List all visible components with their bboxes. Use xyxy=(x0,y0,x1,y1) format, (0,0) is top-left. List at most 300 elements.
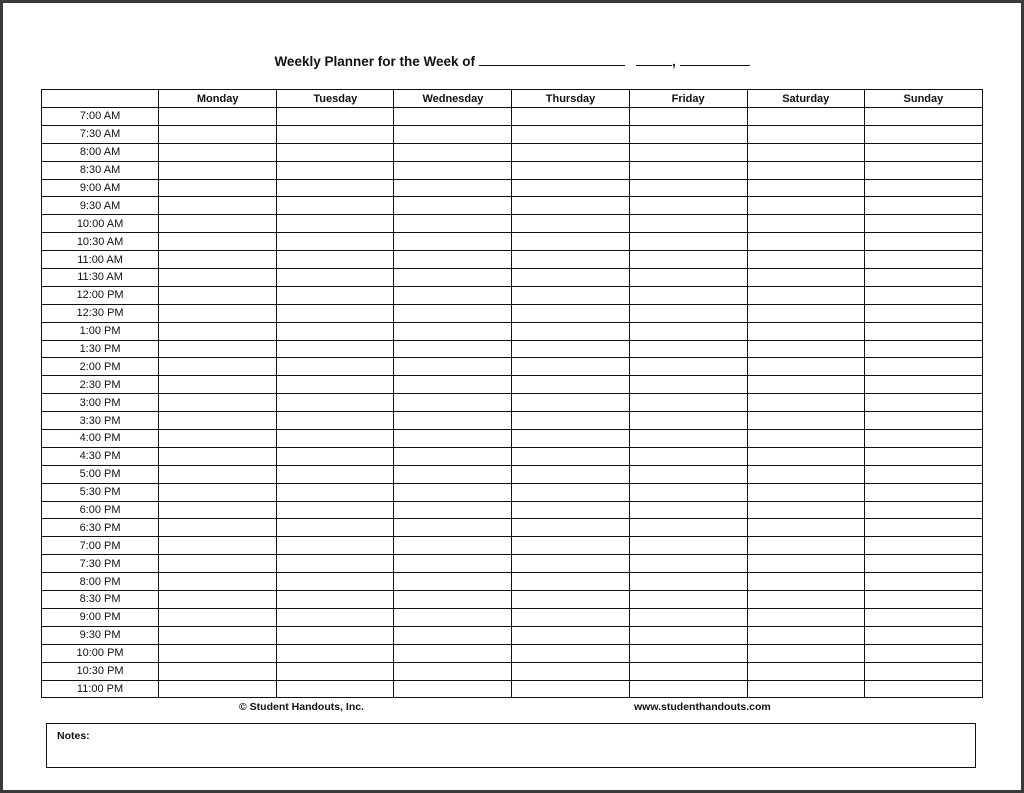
slot-cell-monday[interactable] xyxy=(159,501,277,519)
slot-cell-monday[interactable] xyxy=(159,626,277,644)
slot-cell-saturday[interactable] xyxy=(747,197,864,215)
slot-cell-saturday[interactable] xyxy=(747,483,864,501)
slot-cell-saturday[interactable] xyxy=(747,447,864,465)
slot-cell-tuesday[interactable] xyxy=(277,412,394,430)
time-row xyxy=(42,519,983,537)
slot-cell-tuesday[interactable] xyxy=(277,197,394,215)
time-row xyxy=(42,358,983,376)
slot-cell-monday[interactable] xyxy=(159,394,277,412)
slot-cell-friday[interactable] xyxy=(629,215,747,233)
slot-cell-saturday[interactable] xyxy=(747,573,864,591)
time-row xyxy=(42,286,983,304)
slot-cell-saturday[interactable] xyxy=(747,322,864,340)
slot-cell-sunday[interactable] xyxy=(864,143,982,161)
slot-cell-tuesday[interactable] xyxy=(277,608,394,626)
slot-cell-tuesday[interactable] xyxy=(277,537,394,555)
slot-cell-thursday[interactable] xyxy=(512,573,629,591)
slot-cell-wednesday[interactable] xyxy=(394,251,512,269)
slot-cell-saturday[interactable] xyxy=(747,358,864,376)
slot-cell-thursday[interactable] xyxy=(512,108,629,126)
slot-cell-friday[interactable] xyxy=(629,358,747,376)
slot-cell-friday[interactable] xyxy=(629,233,747,251)
slot-cell-thursday[interactable] xyxy=(512,340,629,358)
slot-cell-thursday[interactable] xyxy=(512,501,629,519)
day-header-thursday: Thursday xyxy=(512,90,629,108)
slot-cell-saturday[interactable] xyxy=(747,555,864,573)
planner-page xyxy=(3,3,1021,790)
slot-cell-saturday[interactable] xyxy=(747,662,864,680)
slot-cell-wednesday[interactable] xyxy=(394,447,512,465)
time-row xyxy=(42,161,983,179)
slot-cell-wednesday[interactable] xyxy=(394,125,512,143)
slot-cell-tuesday[interactable] xyxy=(277,591,394,609)
slot-cell-monday[interactable] xyxy=(159,215,277,233)
slot-cell-thursday[interactable] xyxy=(512,680,629,698)
slot-cell-friday[interactable] xyxy=(629,430,747,448)
slot-cell-saturday[interactable] xyxy=(747,286,864,304)
slot-cell-tuesday[interactable] xyxy=(277,573,394,591)
slot-cell-tuesday[interactable] xyxy=(277,447,394,465)
slot-cell-friday[interactable] xyxy=(629,680,747,698)
slot-cell-monday[interactable] xyxy=(159,662,277,680)
slot-cell-sunday[interactable] xyxy=(864,680,982,698)
slot-cell-sunday[interactable] xyxy=(864,322,982,340)
slot-cell-wednesday[interactable] xyxy=(394,519,512,537)
slot-cell-saturday[interactable] xyxy=(747,680,864,698)
slot-cell-sunday[interactable] xyxy=(864,573,982,591)
slot-cell-saturday[interactable] xyxy=(747,394,864,412)
slot-cell-tuesday[interactable] xyxy=(277,125,394,143)
slot-cell-wednesday[interactable] xyxy=(394,322,512,340)
slot-cell-monday[interactable] xyxy=(159,537,277,555)
slot-cell-tuesday[interactable] xyxy=(277,143,394,161)
time-row xyxy=(42,465,983,483)
slot-cell-monday[interactable] xyxy=(159,233,277,251)
slot-cell-wednesday[interactable] xyxy=(394,591,512,609)
slot-cell-monday[interactable] xyxy=(159,358,277,376)
slot-cell-wednesday[interactable] xyxy=(394,269,512,287)
slot-cell-sunday[interactable] xyxy=(864,465,982,483)
slot-cell-tuesday[interactable] xyxy=(277,430,394,448)
slot-cell-saturday[interactable] xyxy=(747,412,864,430)
slot-cell-sunday[interactable] xyxy=(864,179,982,197)
slot-cell-monday[interactable] xyxy=(159,143,277,161)
slot-cell-saturday[interactable] xyxy=(747,537,864,555)
slot-cell-thursday[interactable] xyxy=(512,430,629,448)
slot-cell-friday[interactable] xyxy=(629,125,747,143)
slot-cell-thursday[interactable] xyxy=(512,269,629,287)
slot-cell-monday[interactable] xyxy=(159,179,277,197)
slot-cell-friday[interactable] xyxy=(629,519,747,537)
slot-cell-saturday[interactable] xyxy=(747,465,864,483)
slot-cell-friday[interactable] xyxy=(629,447,747,465)
time-row xyxy=(42,537,983,555)
slot-cell-monday[interactable] xyxy=(159,447,277,465)
slot-cell-friday[interactable] xyxy=(629,573,747,591)
slot-cell-monday[interactable] xyxy=(159,269,277,287)
slot-cell-sunday[interactable] xyxy=(864,197,982,215)
slot-cell-tuesday[interactable] xyxy=(277,179,394,197)
slot-cell-monday[interactable] xyxy=(159,322,277,340)
slot-cell-sunday[interactable] xyxy=(864,501,982,519)
slot-cell-saturday[interactable] xyxy=(747,233,864,251)
time-label: 8:30 PM xyxy=(42,591,159,609)
slot-cell-sunday[interactable] xyxy=(864,644,982,662)
slot-cell-sunday[interactable] xyxy=(864,358,982,376)
time-label: 4:30 PM xyxy=(42,447,159,465)
slot-cell-tuesday[interactable] xyxy=(277,376,394,394)
slot-cell-thursday[interactable] xyxy=(512,483,629,501)
slot-cell-tuesday[interactable] xyxy=(277,519,394,537)
slot-cell-friday[interactable] xyxy=(629,555,747,573)
slot-cell-wednesday[interactable] xyxy=(394,465,512,483)
slot-cell-monday[interactable] xyxy=(159,555,277,573)
slot-cell-thursday[interactable] xyxy=(512,555,629,573)
slot-cell-sunday[interactable] xyxy=(864,519,982,537)
slot-cell-tuesday[interactable] xyxy=(277,555,394,573)
slot-cell-sunday[interactable] xyxy=(864,430,982,448)
slot-cell-thursday[interactable] xyxy=(512,465,629,483)
slot-cell-saturday[interactable] xyxy=(747,501,864,519)
slot-cell-wednesday[interactable] xyxy=(394,340,512,358)
slot-cell-tuesday[interactable] xyxy=(277,358,394,376)
slot-cell-friday[interactable] xyxy=(629,269,747,287)
slot-cell-thursday[interactable] xyxy=(512,161,629,179)
slot-cell-monday[interactable] xyxy=(159,465,277,483)
slot-cell-wednesday[interactable] xyxy=(394,233,512,251)
slot-cell-thursday[interactable] xyxy=(512,412,629,430)
time-row xyxy=(42,573,983,591)
slot-cell-monday[interactable] xyxy=(159,573,277,591)
slot-cell-saturday[interactable] xyxy=(747,143,864,161)
slot-cell-thursday[interactable] xyxy=(512,376,629,394)
slot-cell-sunday[interactable] xyxy=(864,269,982,287)
time-label: 9:30 PM xyxy=(42,626,159,644)
slot-cell-thursday[interactable] xyxy=(512,233,629,251)
slot-cell-thursday[interactable] xyxy=(512,215,629,233)
slot-cell-sunday[interactable] xyxy=(864,591,982,609)
slot-cell-friday[interactable] xyxy=(629,483,747,501)
slot-cell-sunday[interactable] xyxy=(864,286,982,304)
slot-cell-tuesday[interactable] xyxy=(277,108,394,126)
slot-cell-friday[interactable] xyxy=(629,197,747,215)
slot-cell-monday[interactable] xyxy=(159,286,277,304)
time-row xyxy=(42,483,983,501)
day-header-sunday: Sunday xyxy=(864,90,982,108)
time-row xyxy=(42,555,983,573)
slot-cell-monday[interactable] xyxy=(159,519,277,537)
slot-cell-tuesday[interactable] xyxy=(277,233,394,251)
slot-cell-friday[interactable] xyxy=(629,608,747,626)
slot-cell-thursday[interactable] xyxy=(512,286,629,304)
slot-cell-friday[interactable] xyxy=(629,322,747,340)
time-label: 7:00 PM xyxy=(42,537,159,555)
slot-cell-thursday[interactable] xyxy=(512,644,629,662)
slot-cell-wednesday[interactable] xyxy=(394,483,512,501)
slot-cell-sunday[interactable] xyxy=(864,215,982,233)
slot-cell-wednesday[interactable] xyxy=(394,179,512,197)
slot-cell-monday[interactable] xyxy=(159,644,277,662)
slot-cell-friday[interactable] xyxy=(629,340,747,358)
time-label: 5:30 PM xyxy=(42,483,159,501)
time-row xyxy=(42,430,983,448)
time-label: 7:30 AM xyxy=(42,125,159,143)
time-label: 1:00 PM xyxy=(42,322,159,340)
slot-cell-wednesday[interactable] xyxy=(394,215,512,233)
slot-cell-thursday[interactable] xyxy=(512,358,629,376)
slot-cell-sunday[interactable] xyxy=(864,108,982,126)
slot-cell-tuesday[interactable] xyxy=(277,322,394,340)
slot-cell-saturday[interactable] xyxy=(747,519,864,537)
time-label: 3:00 PM xyxy=(42,394,159,412)
time-row xyxy=(42,447,983,465)
slot-cell-sunday[interactable] xyxy=(864,251,982,269)
slot-cell-wednesday[interactable] xyxy=(394,555,512,573)
slot-cell-sunday[interactable] xyxy=(864,394,982,412)
slot-cell-sunday[interactable] xyxy=(864,483,982,501)
slot-cell-monday[interactable] xyxy=(159,125,277,143)
slot-cell-thursday[interactable] xyxy=(512,591,629,609)
slot-cell-wednesday[interactable] xyxy=(394,286,512,304)
slot-cell-sunday[interactable] xyxy=(864,555,982,573)
slot-cell-tuesday[interactable] xyxy=(277,251,394,269)
slot-cell-thursday[interactable] xyxy=(512,662,629,680)
slot-cell-tuesday[interactable] xyxy=(277,626,394,644)
slot-cell-thursday[interactable] xyxy=(512,179,629,197)
time-label: 6:30 PM xyxy=(42,519,159,537)
slot-cell-sunday[interactable] xyxy=(864,304,982,322)
slot-cell-thursday[interactable] xyxy=(512,322,629,340)
slot-cell-friday[interactable] xyxy=(629,412,747,430)
time-label: 9:00 AM xyxy=(42,179,159,197)
slot-cell-thursday[interactable] xyxy=(512,251,629,269)
time-label: 2:30 PM xyxy=(42,376,159,394)
slot-cell-tuesday[interactable] xyxy=(277,340,394,358)
slot-cell-sunday[interactable] xyxy=(864,626,982,644)
slot-cell-friday[interactable] xyxy=(629,286,747,304)
slot-cell-saturday[interactable] xyxy=(747,340,864,358)
slot-cell-monday[interactable] xyxy=(159,108,277,126)
time-label: 11:30 AM xyxy=(42,269,159,287)
slot-cell-sunday[interactable] xyxy=(864,608,982,626)
slot-cell-tuesday[interactable] xyxy=(277,304,394,322)
slot-cell-wednesday[interactable] xyxy=(394,304,512,322)
slot-cell-wednesday[interactable] xyxy=(394,376,512,394)
slot-cell-saturday[interactable] xyxy=(747,215,864,233)
time-row xyxy=(42,304,983,322)
slot-cell-saturday[interactable] xyxy=(747,269,864,287)
slot-cell-tuesday[interactable] xyxy=(277,286,394,304)
time-row xyxy=(42,608,983,626)
slot-cell-saturday[interactable] xyxy=(747,608,864,626)
slot-cell-saturday[interactable] xyxy=(747,125,864,143)
slot-cell-sunday[interactable] xyxy=(864,447,982,465)
slot-cell-friday[interactable] xyxy=(629,537,747,555)
slot-cell-friday[interactable] xyxy=(629,108,747,126)
time-label: 7:00 AM xyxy=(42,108,159,126)
time-row xyxy=(42,215,983,233)
slot-cell-monday[interactable] xyxy=(159,608,277,626)
time-label: 3:30 PM xyxy=(42,412,159,430)
day-blank[interactable] xyxy=(636,53,672,66)
slot-cell-saturday[interactable] xyxy=(747,179,864,197)
slot-cell-monday[interactable] xyxy=(159,412,277,430)
slot-cell-wednesday[interactable] xyxy=(394,608,512,626)
slot-cell-sunday[interactable] xyxy=(864,125,982,143)
slot-cell-wednesday[interactable] xyxy=(394,626,512,644)
time-row xyxy=(42,394,983,412)
slot-cell-thursday[interactable] xyxy=(512,197,629,215)
time-row xyxy=(42,662,983,680)
time-row xyxy=(42,412,983,430)
slot-cell-wednesday[interactable] xyxy=(394,537,512,555)
planner-body xyxy=(42,108,983,698)
time-label: 11:00 AM xyxy=(42,251,159,269)
slot-cell-thursday[interactable] xyxy=(512,143,629,161)
time-label: 8:00 AM xyxy=(42,143,159,161)
header-row xyxy=(42,90,983,108)
slot-cell-friday[interactable] xyxy=(629,143,747,161)
time-label: 8:00 PM xyxy=(42,573,159,591)
slot-cell-monday[interactable] xyxy=(159,304,277,322)
slot-cell-thursday[interactable] xyxy=(512,125,629,143)
time-row xyxy=(42,251,983,269)
time-row xyxy=(42,644,983,662)
slot-cell-wednesday[interactable] xyxy=(394,143,512,161)
day-header-saturday: Saturday xyxy=(747,90,864,108)
slot-cell-monday[interactable] xyxy=(159,483,277,501)
slot-cell-friday[interactable] xyxy=(629,644,747,662)
time-row xyxy=(42,179,983,197)
week-blank[interactable] xyxy=(479,53,625,66)
slot-cell-tuesday[interactable] xyxy=(277,215,394,233)
slot-cell-tuesday[interactable] xyxy=(277,662,394,680)
slot-cell-wednesday[interactable] xyxy=(394,108,512,126)
slot-cell-wednesday[interactable] xyxy=(394,161,512,179)
page-title xyxy=(3,53,1021,69)
slot-cell-sunday[interactable] xyxy=(864,233,982,251)
time-row xyxy=(42,125,983,143)
time-label: 10:00 PM xyxy=(42,644,159,662)
slot-cell-wednesday[interactable] xyxy=(394,644,512,662)
slot-cell-friday[interactable] xyxy=(629,626,747,644)
day-header-friday: Friday xyxy=(629,90,747,108)
slot-cell-sunday[interactable] xyxy=(864,662,982,680)
slot-cell-saturday[interactable] xyxy=(747,591,864,609)
slot-cell-wednesday[interactable] xyxy=(394,662,512,680)
slot-cell-sunday[interactable] xyxy=(864,537,982,555)
slot-cell-wednesday[interactable] xyxy=(394,501,512,519)
slot-cell-sunday[interactable] xyxy=(864,340,982,358)
title-separator: , xyxy=(672,54,676,69)
slot-cell-friday[interactable] xyxy=(629,591,747,609)
slot-cell-monday[interactable] xyxy=(159,430,277,448)
time-row xyxy=(42,376,983,394)
slot-cell-tuesday[interactable] xyxy=(277,269,394,287)
time-label: 10:30 AM xyxy=(42,233,159,251)
slot-cell-saturday[interactable] xyxy=(747,644,864,662)
slot-cell-wednesday[interactable] xyxy=(394,394,512,412)
slot-cell-thursday[interactable] xyxy=(512,626,629,644)
slot-cell-wednesday[interactable] xyxy=(394,412,512,430)
notes-box[interactable] xyxy=(46,723,976,768)
slot-cell-friday[interactable] xyxy=(629,376,747,394)
corner-cell xyxy=(42,90,159,108)
slot-cell-wednesday[interactable] xyxy=(394,573,512,591)
slot-cell-wednesday[interactable] xyxy=(394,358,512,376)
time-row xyxy=(42,108,983,126)
slot-cell-friday[interactable] xyxy=(629,179,747,197)
slot-cell-thursday[interactable] xyxy=(512,394,629,412)
slot-cell-friday[interactable] xyxy=(629,662,747,680)
year-blank[interactable] xyxy=(680,53,750,66)
time-label: 8:30 AM xyxy=(42,161,159,179)
slot-cell-wednesday[interactable] xyxy=(394,197,512,215)
slot-cell-tuesday[interactable] xyxy=(277,644,394,662)
slot-cell-tuesday[interactable] xyxy=(277,483,394,501)
slot-cell-wednesday[interactable] xyxy=(394,430,512,448)
time-label: 10:30 PM xyxy=(42,662,159,680)
slot-cell-monday[interactable] xyxy=(159,680,277,698)
slot-cell-thursday[interactable] xyxy=(512,519,629,537)
slot-cell-saturday[interactable] xyxy=(747,161,864,179)
slot-cell-sunday[interactable] xyxy=(864,161,982,179)
slot-cell-monday[interactable] xyxy=(159,591,277,609)
slot-cell-saturday[interactable] xyxy=(747,251,864,269)
slot-cell-friday[interactable] xyxy=(629,251,747,269)
slot-cell-saturday[interactable] xyxy=(747,108,864,126)
time-row xyxy=(42,269,983,287)
title-text: Weekly Planner for the Week of xyxy=(274,54,475,69)
time-label: 12:00 PM xyxy=(42,286,159,304)
slot-cell-thursday[interactable] xyxy=(512,447,629,465)
day-header-wednesday: Wednesday xyxy=(394,90,512,108)
slot-cell-thursday[interactable] xyxy=(512,304,629,322)
time-row xyxy=(42,501,983,519)
slot-cell-friday[interactable] xyxy=(629,161,747,179)
time-label: 4:00 PM xyxy=(42,430,159,448)
time-label: 11:00 PM xyxy=(42,680,159,698)
time-label: 9:30 AM xyxy=(42,197,159,215)
slot-cell-friday[interactable] xyxy=(629,465,747,483)
slot-cell-saturday[interactable] xyxy=(747,626,864,644)
slot-cell-friday[interactable] xyxy=(629,501,747,519)
slot-cell-monday[interactable] xyxy=(159,376,277,394)
time-label: 5:00 PM xyxy=(42,465,159,483)
slot-cell-tuesday[interactable] xyxy=(277,680,394,698)
slot-cell-monday[interactable] xyxy=(159,340,277,358)
slot-cell-thursday[interactable] xyxy=(512,537,629,555)
slot-cell-friday[interactable] xyxy=(629,304,747,322)
slot-cell-tuesday[interactable] xyxy=(277,501,394,519)
slot-cell-monday[interactable] xyxy=(159,161,277,179)
slot-cell-friday[interactable] xyxy=(629,394,747,412)
slot-cell-wednesday[interactable] xyxy=(394,680,512,698)
slot-cell-tuesday[interactable] xyxy=(277,394,394,412)
slot-cell-sunday[interactable] xyxy=(864,376,982,394)
slot-cell-saturday[interactable] xyxy=(747,304,864,322)
slot-cell-sunday[interactable] xyxy=(864,412,982,430)
slot-cell-thursday[interactable] xyxy=(512,608,629,626)
slot-cell-tuesday[interactable] xyxy=(277,161,394,179)
slot-cell-saturday[interactable] xyxy=(747,430,864,448)
slot-cell-monday[interactable] xyxy=(159,251,277,269)
slot-cell-tuesday[interactable] xyxy=(277,465,394,483)
slot-cell-saturday[interactable] xyxy=(747,376,864,394)
time-row xyxy=(42,143,983,161)
slot-cell-monday[interactable] xyxy=(159,197,277,215)
time-row xyxy=(42,322,983,340)
